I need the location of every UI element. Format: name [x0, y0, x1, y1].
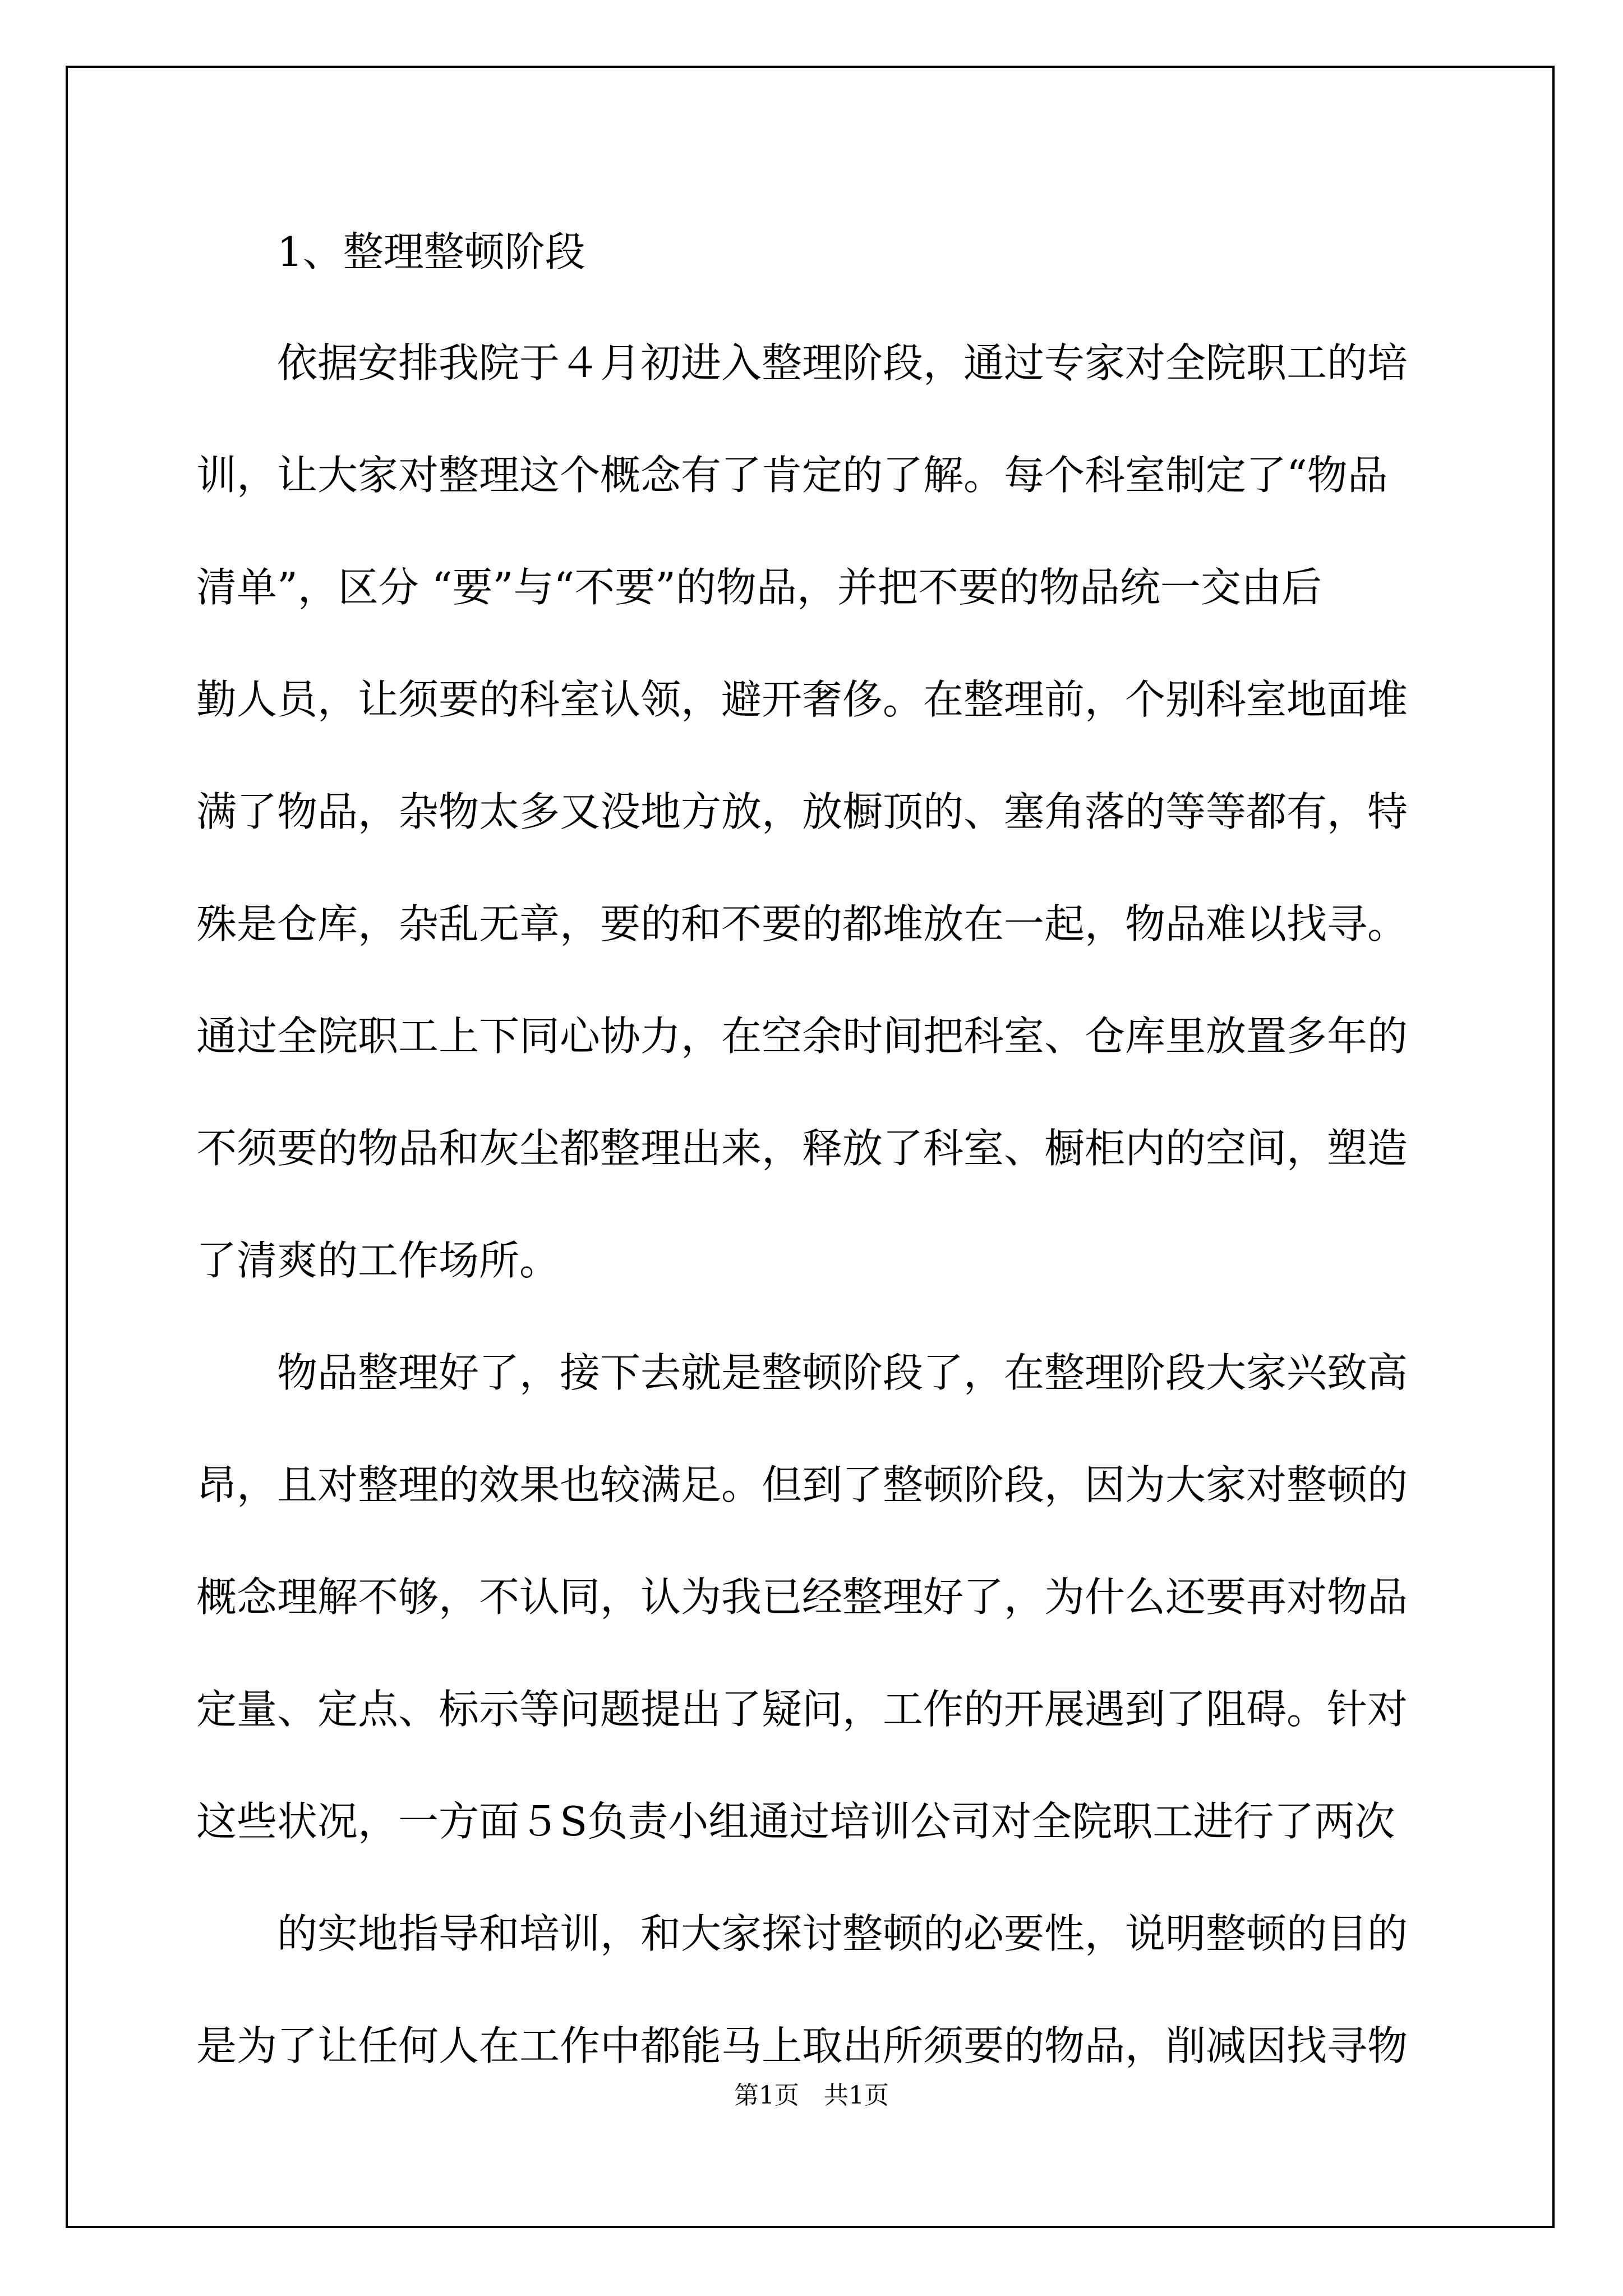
body-line-12: 概念理解不够，不认同，认为我已经整理好了，为什么还要再对物品: [196, 1573, 1408, 1621]
body-line-13: 定量、定点、标示等问题提出了疑问，工作的开展遇到了阻碍。针对: [196, 1686, 1408, 1733]
page-footer: 第1页 共1页: [734, 2081, 889, 2110]
body-line-2: 训，让大家对整理这个概念有了肯定的了解。每个科室制定了“物品: [196, 452, 1388, 499]
body-line-6: 殊是仓库，杂乱无章，要的和不要的都堆放在一起，物品难以找寻。: [196, 900, 1408, 947]
body-line-15: 的实地指导和培训，和大家探讨整顿的必要性，说明整顿的目的: [196, 1910, 1408, 1957]
body-line-1: 依据安排我院于４月初进入整理阶段，通过专家对全院职工的培: [196, 339, 1408, 386]
body-line-9: 了清爽的工作场所。: [196, 1237, 560, 1284]
body-line-16: 是为了让任何人在工作中都能马上取出所须要的物品，削减因找寻物: [196, 2022, 1408, 2069]
heading-section-1: 1、整理整顿阶段: [196, 228, 585, 275]
body-line-3: 清单”，区分 “要”与“不要”的物品，并把不要的物品统一交由后: [196, 564, 1322, 611]
body-line-7: 通过全院职工上下同心协力，在空余时间把科室、仓库里放置多年的: [196, 1013, 1408, 1060]
body-line-11: 昂，且对整理的效果也较满足。但到了整顿阶段，因为大家对整顿的: [196, 1461, 1408, 1508]
body-line-8: 不须要的物品和灰尘都整理出来，释放了科室、橱柜内的空间，塑造: [196, 1125, 1408, 1172]
body-line-14: 这些状况，一方面５S负责小组通过培训公司对全院职工进行了两次: [196, 1798, 1395, 1845]
body-line-10: 物品整理好了，接下去就是整顿阶段了，在整理阶段大家兴致高: [196, 1349, 1408, 1396]
body-line-5: 满了物品，杂物太多又没地方放，放橱顶的、塞角落的等等都有，特: [196, 788, 1408, 835]
body-line-4: 勤人员，让须要的科室认领，避开奢侈。在整理前，个别科室地面堆: [196, 676, 1408, 723]
